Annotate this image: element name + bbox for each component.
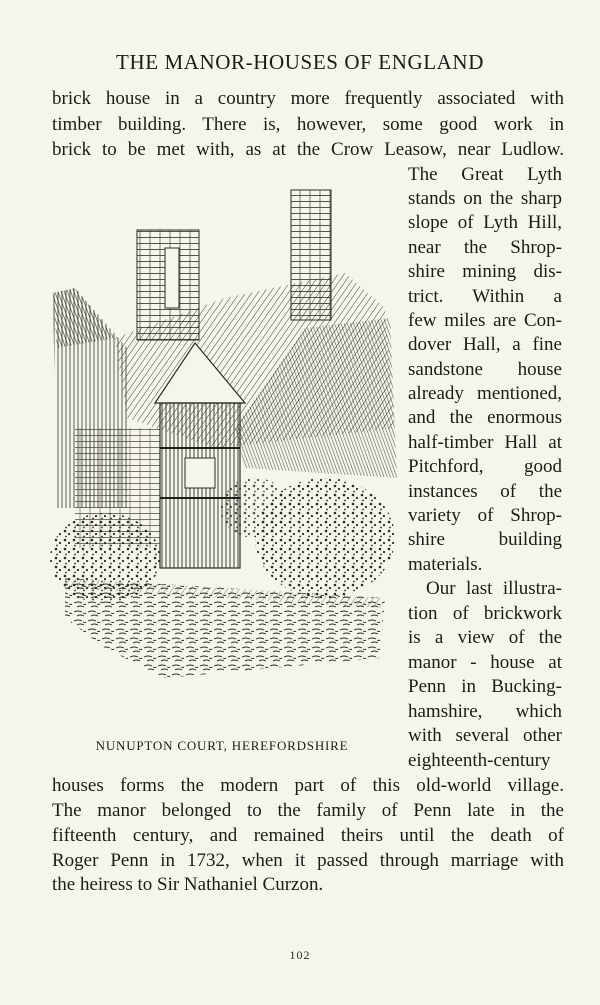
text-line: with several other	[408, 725, 562, 746]
text-line: shire building	[408, 529, 562, 550]
page-header: THE MANOR-HOUSES OF ENGLAND	[116, 50, 484, 74]
text-line: fifteenth century, and remained theirs until the death of	[52, 825, 564, 846]
text-line: materials.	[408, 554, 483, 575]
text-line: the heiress to Sir Nathaniel Curzon.	[52, 874, 324, 895]
text-line: shire mining dis-	[408, 261, 562, 282]
illustration-caption: NUNUPTON COURT, HEREFORDSHIRE	[95, 738, 349, 753]
text-line: stands on the sharp	[408, 188, 562, 209]
text-line: tion of brickwork	[408, 603, 562, 624]
text-line: sandstone house	[408, 359, 562, 380]
text-line: few miles are Con-	[408, 310, 562, 331]
text-line: hamshire, which	[408, 701, 562, 722]
text-line: instances of the	[408, 481, 562, 502]
text-line: dover Hall, a fine	[408, 334, 562, 355]
text-line: Our last illustra-	[426, 578, 562, 599]
text-line: The Great Lyth	[408, 164, 562, 185]
text-line: variety of Shrop-	[408, 505, 562, 526]
page-number: 102	[289, 948, 311, 962]
text-line: near the Shrop-	[408, 237, 562, 258]
illustration-nunupton-court	[45, 178, 403, 696]
text-line: Pitchford, good	[408, 456, 562, 477]
text-line: brick to be met with, as at the Crow Leasow, near Ludlow.	[52, 139, 564, 160]
text-line: trict. Within a	[408, 286, 562, 307]
text-line: The manor belonged to the family of Penn late in the	[52, 800, 564, 821]
text-line: Penn in Bucking-	[408, 676, 562, 697]
text-line: half-timber Hall at	[408, 432, 562, 453]
text-line: timber building. There is, however, some good work in	[52, 114, 564, 135]
text-line: brick house in a country more frequently associated with	[52, 88, 564, 109]
text-line: already mentioned,	[408, 383, 562, 404]
text-line: is a view of the	[408, 627, 562, 648]
text-line: and the enormous	[408, 407, 562, 428]
text-line: houses forms the modern part of this old-world village.	[52, 775, 564, 796]
text-line: Roger Penn in 1732, when it passed through marriage with	[52, 850, 564, 871]
text-line: manor - house at	[408, 652, 562, 673]
text-line: slope of Lyth Hill,	[408, 212, 562, 233]
text-line: eighteenth-century	[408, 750, 551, 771]
